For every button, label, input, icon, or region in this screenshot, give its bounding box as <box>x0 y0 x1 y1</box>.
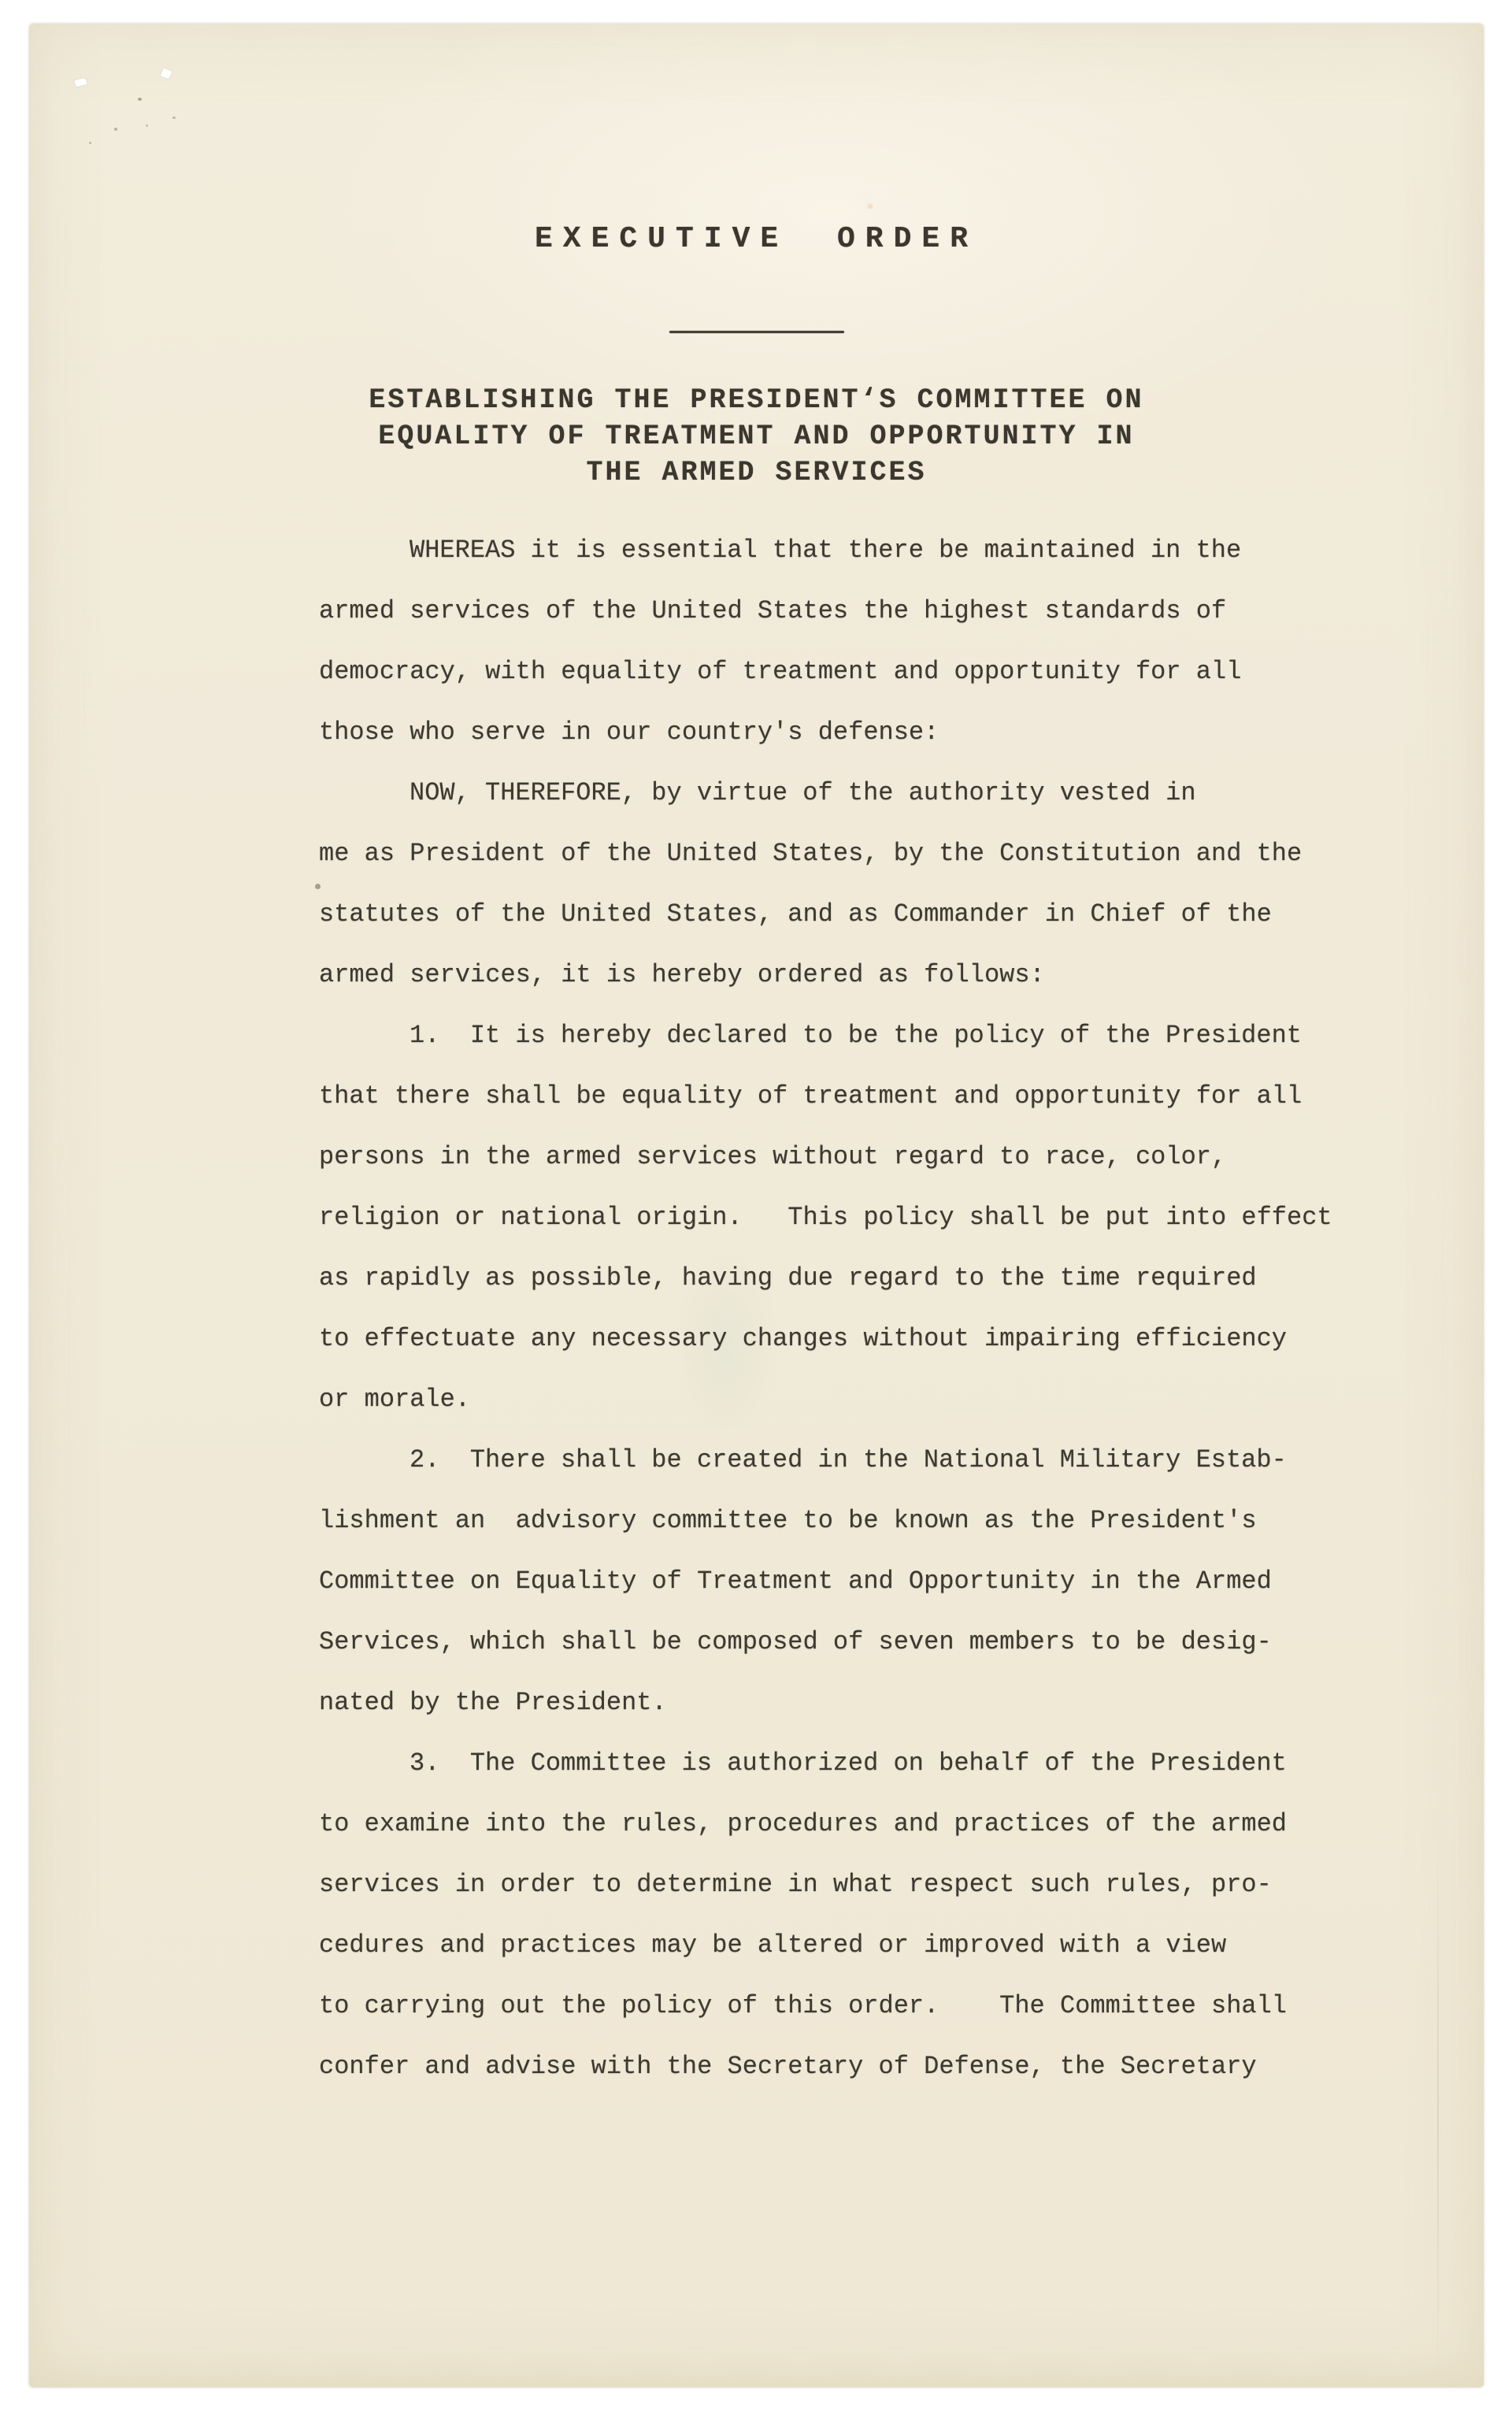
body-line: WHEREAS it is essential that there be maintained in the <box>410 536 1242 565</box>
body-line: Committee on Equality of Treatment and Opportunity in the Armed <box>319 1567 1272 1596</box>
body-line: armed services, it is hereby ordered as follows: <box>319 960 1045 989</box>
body-line: me as President of the United States, by the Constitution and the <box>319 839 1303 868</box>
paper-speck <box>138 98 142 101</box>
document-body <box>319 520 1332 2097</box>
body-line: that there shall be equality of treatment and opportunity for all <box>319 1081 1303 1111</box>
body-line: or morale. <box>319 1385 471 1414</box>
body-line: NOW, THEREFORE, by virtue of the authority vested in <box>410 778 1196 807</box>
subtitle-line: EQUALITY OF TREATMENT AND OPPORTUNITY IN <box>378 421 1135 452</box>
body-line: to examine into the rules, procedures and practices of the armed <box>319 1809 1287 1838</box>
body-line: to carrying out the policy of this order. The Committee shall <box>319 1991 1287 2020</box>
body-line: democracy, with equality of treatment and opportunity for all <box>319 657 1242 686</box>
paper-chip <box>74 77 87 87</box>
body-line: armed services of the United States the highest standards of <box>319 596 1227 625</box>
body-line: 3. The Committee is authorized on behalf of the President <box>410 1749 1287 1778</box>
body-line: as rapidly as possible, having due regard to the time required <box>319 1263 1257 1292</box>
body-line: 1. It is hereby declared to be the policy of the President <box>410 1021 1302 1050</box>
paper-speck <box>114 128 117 131</box>
body-line: persons in the armed services without regard to race, color, <box>319 1142 1227 1171</box>
body-line: Services, which shall be composed of seven members to be desig- <box>319 1627 1272 1656</box>
document-page <box>29 24 1484 2387</box>
paper-speck <box>89 142 91 144</box>
body-line: services in order to determine in what respect such rules, pro- <box>319 1870 1272 1899</box>
document-subtitle <box>29 382 1484 491</box>
body-line: religion or national origin. This policy shall be put into effect <box>319 1203 1332 1232</box>
body-line: those who serve in our country's defense: <box>319 718 939 747</box>
body-line: lishment an advisory committee to be known as the President's <box>319 1506 1257 1535</box>
body-line: confer and advise with the Secretary of Defense, the Secretary <box>319 2052 1257 2081</box>
paper-speck <box>172 117 176 119</box>
body-line: to effectuate any necessary changes without impairing efficiency <box>319 1324 1287 1353</box>
page-title: EXECUTIVE ORDER <box>534 222 979 256</box>
subtitle-line: THE ARMED SERVICES <box>586 457 927 488</box>
body-line: cedures and practices may be altered or improved with a view <box>319 1930 1227 1960</box>
subtitle-line: ESTABLISHING THE PRESIDENT‘S COMMITTEE ON <box>369 384 1144 416</box>
paper-speck <box>146 124 148 127</box>
title-divider <box>669 331 844 333</box>
body-line: nated by the President. <box>319 1688 667 1717</box>
body-line: 2. There shall be created in the National Military Estab- <box>410 1445 1287 1474</box>
body-line: statutes of the United States, and as Commander in Chief of the <box>319 899 1272 929</box>
paper-crease <box>1437 1835 1439 2386</box>
paper-chip <box>160 68 172 80</box>
